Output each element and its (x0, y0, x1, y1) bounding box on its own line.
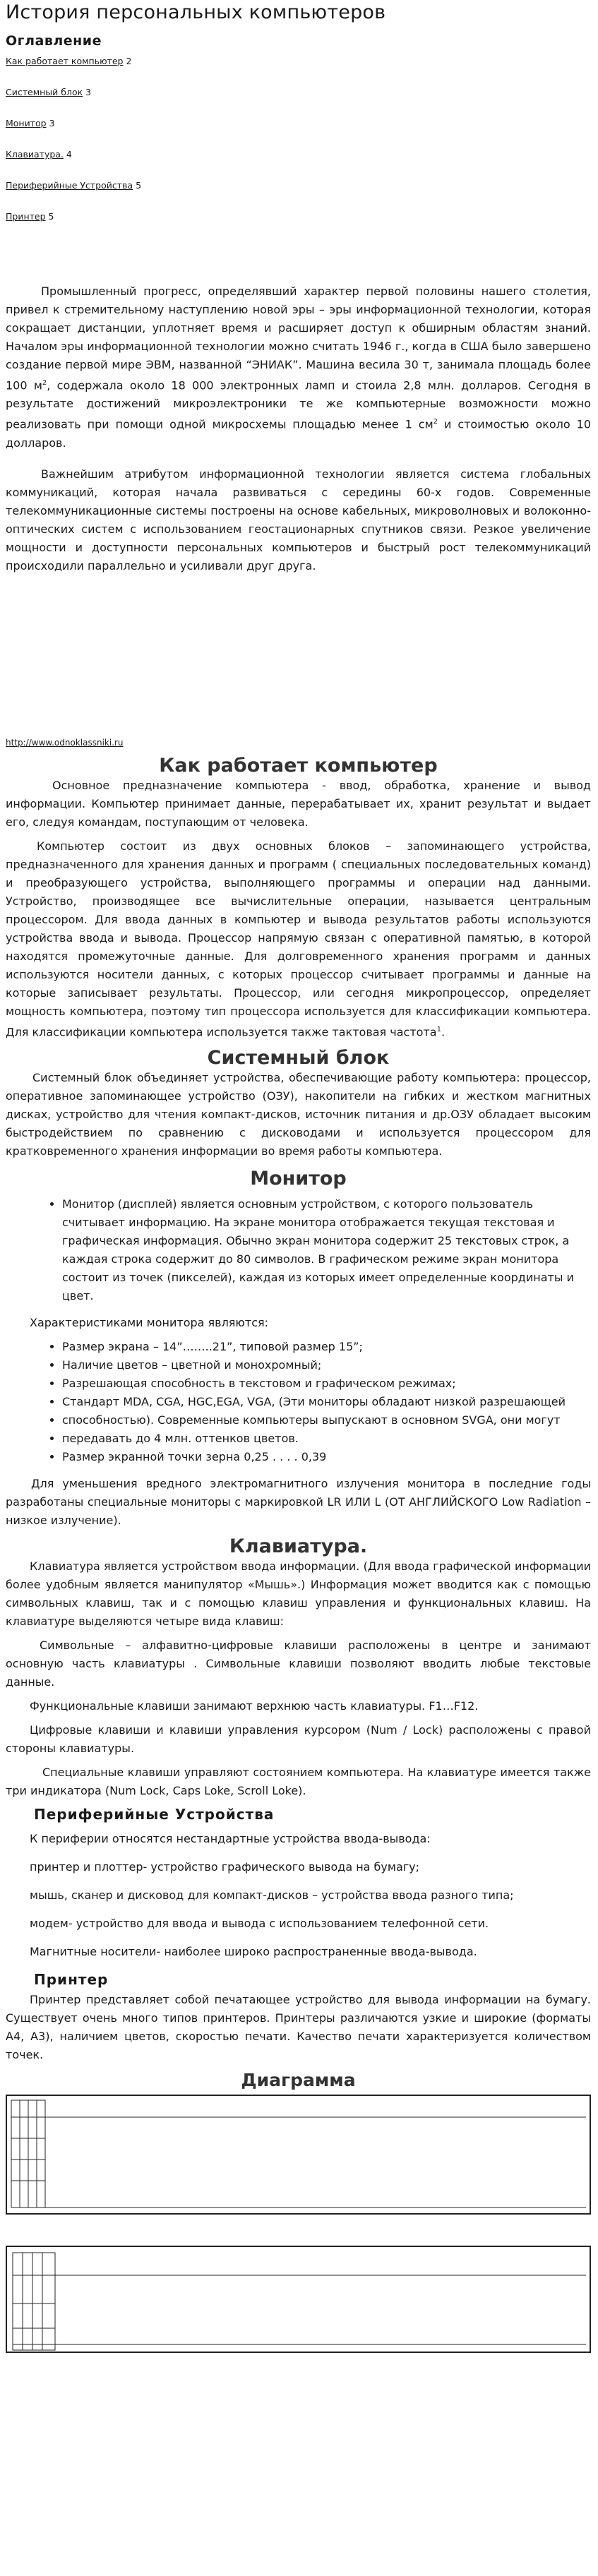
keyboard-paragraph-2: Символьные – алфавитно-цифровые клавиши расположены в центре и занимают основную часть клавиатуры . Символьные клавиши позволяют вводить любые текстовые данные. (6, 1638, 591, 1689)
intro-paragraph-1: Промышленный прогресс, определявший характер первой половины нашего столетия, привел к стремительному наступлению новой эры – эры информационной технологии, которая сокращает дистанции, уплотняет время и расширяет доступ к обширным областям знаний. Началом эры информационной технологии можно считать 1946 г., когда в США было завершено создание первой мире ЭВМ, названной “ЭНИАК”. Машина весила 30 т, занимала площадь более 100 $м^2$, содержала около 18 000 электронных ламп и стоила 2,8 млн. долларов. Сегодня в результате достижений микроэлектроники те же компьютерные возможности можно реализовать при помощи одной микросхемы площадью менее 1 $см^2$ и стоимостью около 10 долларов. (6, 284, 591, 450)
peripherals-line: К периферии относятся нестандартные устройства ввода-вывода: (30, 1831, 431, 1845)
peripherals-line: принтер и плоттер- устройство графического вывода на бумагу; (30, 1859, 420, 1874)
keyboard-paragraph-5: Специальные клавиши управляют состоянием компьютера. На клавиатуре имеется также три индикатора (Num Lock, Caps Loke, Scroll Loke). (6, 1765, 591, 1797)
system-unit-paragraph: Системный блок объединяет устройства, обеспечивающие работу компьютера: процессор, оперативное запоминающее устройство (ОЗУ), накопители на гибких и жестком магнитных дисках, устройство для чтения компакт-дисков, источник питания и др.ОЗУ обладает высоким быстродействием по сравнению с дисководами и используется процессором для кратковременного хранения информации во время работы компьютера. (6, 1070, 591, 1158)
diagram-grid-2 (7, 2247, 590, 2352)
section-heading-system-unit: Системный блок (207, 1046, 390, 1069)
monitor-bullet-item: • Монитор (дисплей) является основным устройством, с которого пользователь считывает информацию. На экране монитора отображается текущая текстовая и графическая информация. Обычно экран монитора содержит 25 текстовых строк, а каждая строка содержит до 80 символов. В графическом режиме экран монитора состоит из точек (пикселей), каждая из которых имеет определенные координаты и цвет. (62, 1195, 591, 1305)
monitor-characteristics-list (6, 1338, 591, 1466)
monitor-characteristic-item: • Разрешающая способность в текстовом и графическом режимах; (62, 1374, 591, 1393)
monitor-characteristic-item: • Размер экранной точки зерна 0,25 . . . . 0,39 (62, 1448, 591, 1466)
monitor-characteristic-item: • Размер экрана – 14”……..21”, типовой размер 15”; (62, 1338, 591, 1356)
monitor-bullet-list (6, 1195, 591, 1305)
toc-page-number: 5 (48, 211, 54, 222)
section-heading-peripherals: Периферийные Устройства (34, 1805, 275, 1823)
diagram-frame-1 (6, 2095, 591, 2215)
source-link[interactable]: http://www.odnoklassniki.ru (6, 737, 124, 748)
peripherals-line: модем- устройство для ввода и вывода с использованием телефонной сети. (30, 1916, 489, 1930)
diagram-frame-2 (6, 2246, 591, 2353)
keyboard-paragraph-1: Клавиатура является устройством ввода информации. (Для ввода графической информации более удобным является манипулятор «Мышь».) Информация может вводится как с помощью символьных клавиш, так и с помощью клавиш управления и функциональных клавиш. На клавиатуре выделяются четыре вида клавиш: (6, 1559, 591, 1628)
toc-link[interactable]: Периферийные Устройства (6, 180, 133, 191)
toc-page-number: 2 (126, 56, 132, 66)
monitor-characteristic-item: • способностью). Современные компьютеры выпускают в основном SVGA, они могут (62, 1411, 591, 1430)
toc-link[interactable]: Как работает компьютер (6, 56, 124, 66)
diagram-grid-1 (7, 2096, 590, 2213)
printer-paragraph: Принтер представляет собой печатающее устройство для вывода информации на бумагу. Существует очень много типов принтеров. Принтеры различаются узкие и широкие (форматы А4, А3), наличием цветов, скоростью печати. Качество печати характеризуется количеством точек. (6, 1992, 591, 2061)
toc-heading: Оглавление (6, 33, 102, 49)
peripherals-list (6, 1830, 591, 1961)
section-heading-diagram: Диаграмма (241, 2069, 356, 2090)
monitor-characteristics-heading: Характеристиками монитора являются: (30, 1315, 269, 1329)
toc-item (6, 180, 591, 191)
keyboard-paragraph-3: Функциональные клавиши занимают верхнюю часть клавиатуры. F1…F12. (30, 1699, 479, 1713)
toc-page-number: 4 (66, 149, 72, 160)
monitor-characteristic-item: • Наличие цветов – цветной и монохромный; (62, 1356, 591, 1374)
keyboard-paragraph-4: Цифровые клавиши и клавиши управления курсором (Num / Lock) расположены с правой стороны клавиатуры. (6, 1723, 591, 1755)
toc-page-number: 3 (85, 87, 92, 97)
intro-paragraph-2: Важнейшим атрибутом информационной технологии является система глобальных коммуникаций, которая начала развиваться с середины 60-х годов. Современные телекоммуникационные системы построены на основе кабельных, микроволновых и волоконно-оптических систем с использованием геостационарных спутников связи. Резкое увеличение мощности и доступности персональных компьютеров и быстрый рост телекоммуникаций происходили параллельно и усиливали друг друга. (6, 467, 591, 573)
section-heading-keyboard: Клавиатура. (229, 1535, 368, 1557)
toc-link[interactable]: Клавиатура. (6, 149, 64, 160)
monitor-characteristic-item: • передавать до 4 млн. оттенков цветов. (62, 1430, 591, 1448)
section-heading-how-it-works: Как работает компьютер (159, 754, 438, 777)
peripherals-line: мышь, сканер и дисковод для компакт-дисков – устройства ввода разного типа; (30, 1888, 514, 1902)
document-page (0, 1, 598, 2353)
toc-item (6, 87, 591, 97)
how-paragraph-2: Компьютер состоит из двух основных блоков – запоминающего устройства, предназначенного для хранения данных и программ ( специальных последовательных команд) и преобразующего устройства, выполняющего программы и операции над данными. Устройство, производящее все вычислительные операции, называется центральным процессором. Для ввода данных в компьютер и вывода результатов работы используются устройства ввода и вывода. Процессор напрямую связан с оперативной памятью, в которой находятся промежуточные данные. Для долговременного хранения программ и данных используются носители данных, с которых процессор считывает программы и данные на которые записывает результаты. Процессор, или сегодня микропроцессор, определяет мощность компьютера, поэтому тип процессора используется для классификации компьютера. Для классификации компьютера используется также тактовая частота$^1$. (6, 839, 591, 1038)
peripherals-line: Магнитные носители- наиболее широко распространенные ввода-вывода. (30, 1944, 477, 1958)
table-of-contents (6, 56, 591, 222)
toc-link[interactable]: Системный блок (6, 87, 83, 97)
monitor-characteristic-item: • Стандарт MDA, CGA, HGC,EGA, VGA, (Эти мониторы обладают низкой разрешающей (62, 1393, 591, 1411)
toc-item (6, 118, 591, 128)
toc-link[interactable]: Принтер (6, 211, 46, 222)
toc-item (6, 56, 591, 66)
document-title: История персональных компьютеров (6, 1, 386, 23)
toc-item (6, 211, 591, 222)
how-paragraph-1: Основное предназначение компьютера - ввод, обработка, хранение и вывод информации. Компьютер принимает данные, перерабатывает их, хранит результат и выдает его, следуя командам, поступающим от человека. (6, 778, 591, 829)
toc-page-number: 3 (49, 118, 55, 128)
toc-item (6, 149, 591, 160)
section-heading-printer: Принтер (34, 1970, 109, 1988)
toc-link[interactable]: Монитор (6, 118, 47, 128)
toc-page-number: 5 (136, 180, 142, 191)
section-heading-monitor: Монитор (250, 1167, 347, 1190)
monitor-paragraph-end: Для уменьшения вредного электромагнитного излучения монитора в последние годы разработаны специальные мониторы с маркировкой LR ИЛИ L (ОТ АНГЛИЙСКОГО Low Radiation – низкое излучение). (6, 1476, 591, 1527)
source-link-line (6, 738, 591, 748)
